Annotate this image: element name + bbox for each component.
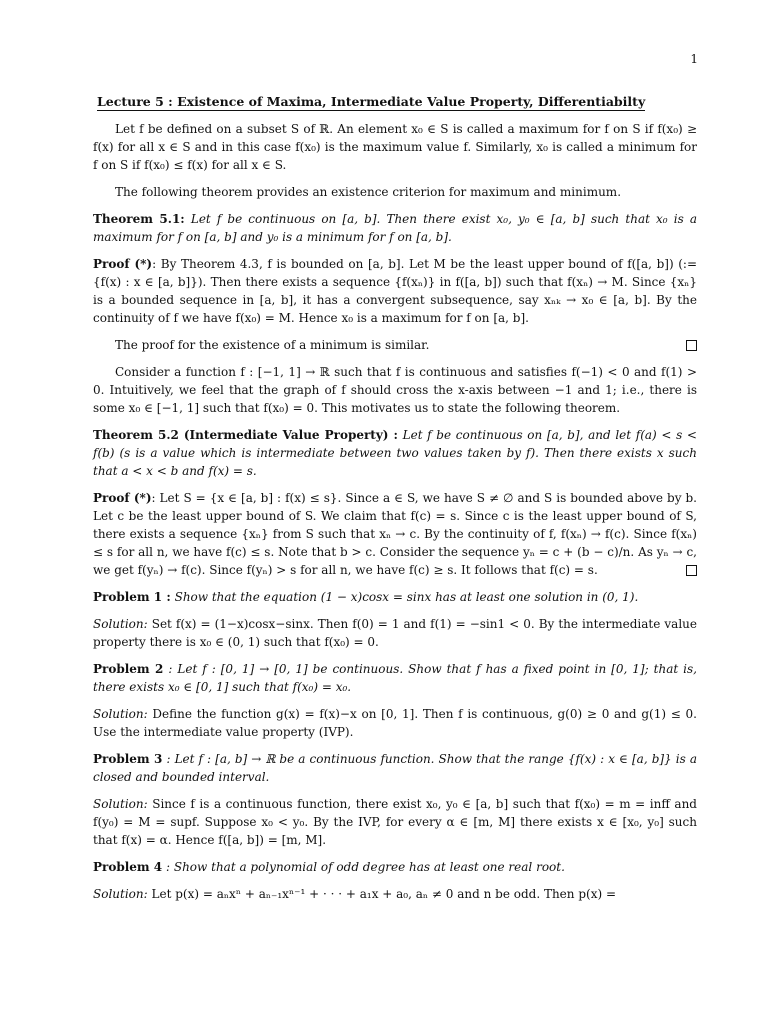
- page-number: 1: [690, 52, 698, 66]
- criterion-paragraph: The following theorem provides an existence criterion for maximum and minimum.: [115, 185, 622, 199]
- problem-2: [93, 660, 697, 696]
- solution-2-text: Define the function g(x) = f(x)−x on [0, 1]. Then f is continuous, g(0) ≥ 0 and g(1) ≤ 0. Use the intermediate value property (IVP).: [93, 707, 697, 739]
- solution-3-text: Since f is a continuous function, there exist x₀, y₀ ∈ [a, b] such that f(x₀) = m = inff and f(y₀) = M = supf. Suppose x₀ < y₀. By the IVP, for every α ∈ [m, M] there exists x ∈ [x₀, y₀] such that f(x) = α. Hence f([a, b]) = [m, M].: [93, 797, 697, 847]
- problem-1-label: Problem 1 :: [93, 590, 171, 604]
- theorem-5-2-label: Theorem 5.2 (Intermediate Value Property) :: [93, 428, 398, 442]
- problem-2-label: Problem 2: [93, 662, 164, 676]
- problem-4: [93, 858, 697, 876]
- proof-2-text: : Let S = {x ∈ [a, b] : f(x) ≤ s}. Since a ∈ S, we have S ≠ ∅ and S is bounded above by b. Let c be the least upper bound of S. We claim that f(c) = s. Since c is the least upper bound of S, there exists a sequence {xₙ} from S such that xₙ → c. By the continuity of f, f(xₙ) → f(c). Since f(xₙ) ≤ s for all n, we have f(c) ≤ s. Note that b > c. Consider the sequence yₙ = c + (b − c)/n. As yₙ → c, we get f(yₙ) → f(c). Since f(yₙ) > s for all n, we have f(c) ≥ s. It follows that f(c) = s.: [93, 491, 697, 577]
- solution-2: [93, 705, 697, 741]
- problem-2-text: : Let f : [0, 1] → [0, 1] be continuous. Show that f has a fixed point in [0, 1]; that is, there exists x₀ ∈ [0, 1] such that f(x₀) = x₀.: [93, 662, 697, 694]
- theorem-5-2: [93, 426, 697, 480]
- ivp-motivation: Consider a function f : [−1, 1] → ℝ such that f is continuous and satisfies f(−1) < 0 and f(1) > 0. Intuitively, we feel that the graph of f should cross the x-axis between −1 and 1; i.e., there is some x₀ ∈ [−1, 1] such that f(x₀) = 0. This motivates us to state the following theorem.: [93, 365, 697, 415]
- qed-box-icon: [686, 565, 697, 576]
- problem-4-text: : Show that a polynomial of odd degree has at least one real root.: [166, 860, 565, 874]
- qed-box-icon: [686, 340, 697, 351]
- minimum-note-text: The proof for the existence of a minimum is similar.: [115, 338, 430, 352]
- theorem-5-1-text: Let f be continuous on [a, b]. Then there exist x₀, y₀ ∈ [a, b] such that x₀ is a maximum for f on [a, b] and y₀ is a minimum for f on [a, b].: [93, 212, 697, 244]
- solution-4: [93, 885, 697, 903]
- proof-2-label: Proof (*): [93, 491, 152, 505]
- solution-3: [93, 795, 697, 849]
- lecture-title: Lecture 5 : Existence of Maxima, Intermediate Value Property, Differentiabilty: [97, 94, 646, 109]
- proof-theorem-5-1: [93, 255, 697, 327]
- proof-1-label: Proof (*): [93, 257, 153, 271]
- problem-3: [93, 750, 697, 786]
- solution-3-label: Solution:: [93, 797, 148, 811]
- proof-theorem-5-2: [93, 489, 697, 579]
- proof-1-text: : By Theorem 4.3, f is bounded on [a, b]. Let M be the least upper bound of f([a, b]) (:= {f(x) : x ∈ [a, b]}). Then there exists a sequence {f(xₙ)} in f([a, b]) such that f(xₙ) → M. Since {xₙ} is a bounded sequence in [a, b], it has a convergent subsequence, say xₙₖ → x₀ ∈ [a, b]. By the continuity of f we have f(x₀) = M. Hence x₀ is a maximum for f on [a, b].: [93, 257, 698, 325]
- solution-1-text: Set f(x) = (1−x)cosx−sinx. Then f(0) = 1 and f(1) = −sin1 < 0. By the intermediate value property there is x₀ ∈ (0, 1) such that f(x₀) = 0.: [93, 617, 697, 649]
- minimum-note: [93, 336, 697, 354]
- solution-4-text: Let p(x) = aₙxⁿ + aₙ₋₁xⁿ⁻¹ + · · · + a₁x + a₀, aₙ ≠ 0 and n be odd. Then p(x) =: [151, 887, 617, 901]
- problem-3-label: Problem 3: [93, 752, 163, 766]
- solution-2-label: Solution:: [93, 707, 148, 721]
- intro-paragraph: Let f be defined on a subset S of ℝ. An element x₀ ∈ S is called a maximum for f on S if f(x₀) ≥ f(x) for all x ∈ S and in this case f(x₀) is the maximum value f. Similarly, x₀ is called a minimum for f on S if f(x₀) ≤ f(x) for all x ∈ S.: [93, 122, 697, 172]
- problem-3-text: : Let f : [a, b] → ℝ be a continuous function. Show that the range {f(x) : x ∈ [a, b]} is a closed and bounded interval.: [93, 752, 697, 784]
- theorem-5-2-text: Let f be continuous on [a, b], and let f(a) < s < f(b) (s is a value which is intermediate between two values taken by f). Then there exists x such that a < x < b and f(x) = s.: [93, 428, 697, 478]
- problem-4-label: Problem 4: [93, 860, 163, 874]
- solution-4-label: Solution:: [93, 887, 148, 901]
- lecture-body: [93, 120, 697, 912]
- theorem-5-1-label: Theorem 5.1:: [93, 212, 185, 226]
- problem-1-text: Show that the equation (1 − x)cosx = sinx has at least one solution in (0, 1).: [174, 590, 639, 604]
- solution-1-label: Solution:: [93, 617, 148, 631]
- solution-1: [93, 615, 697, 651]
- problem-1: [93, 588, 697, 606]
- theorem-5-1: [93, 210, 697, 246]
